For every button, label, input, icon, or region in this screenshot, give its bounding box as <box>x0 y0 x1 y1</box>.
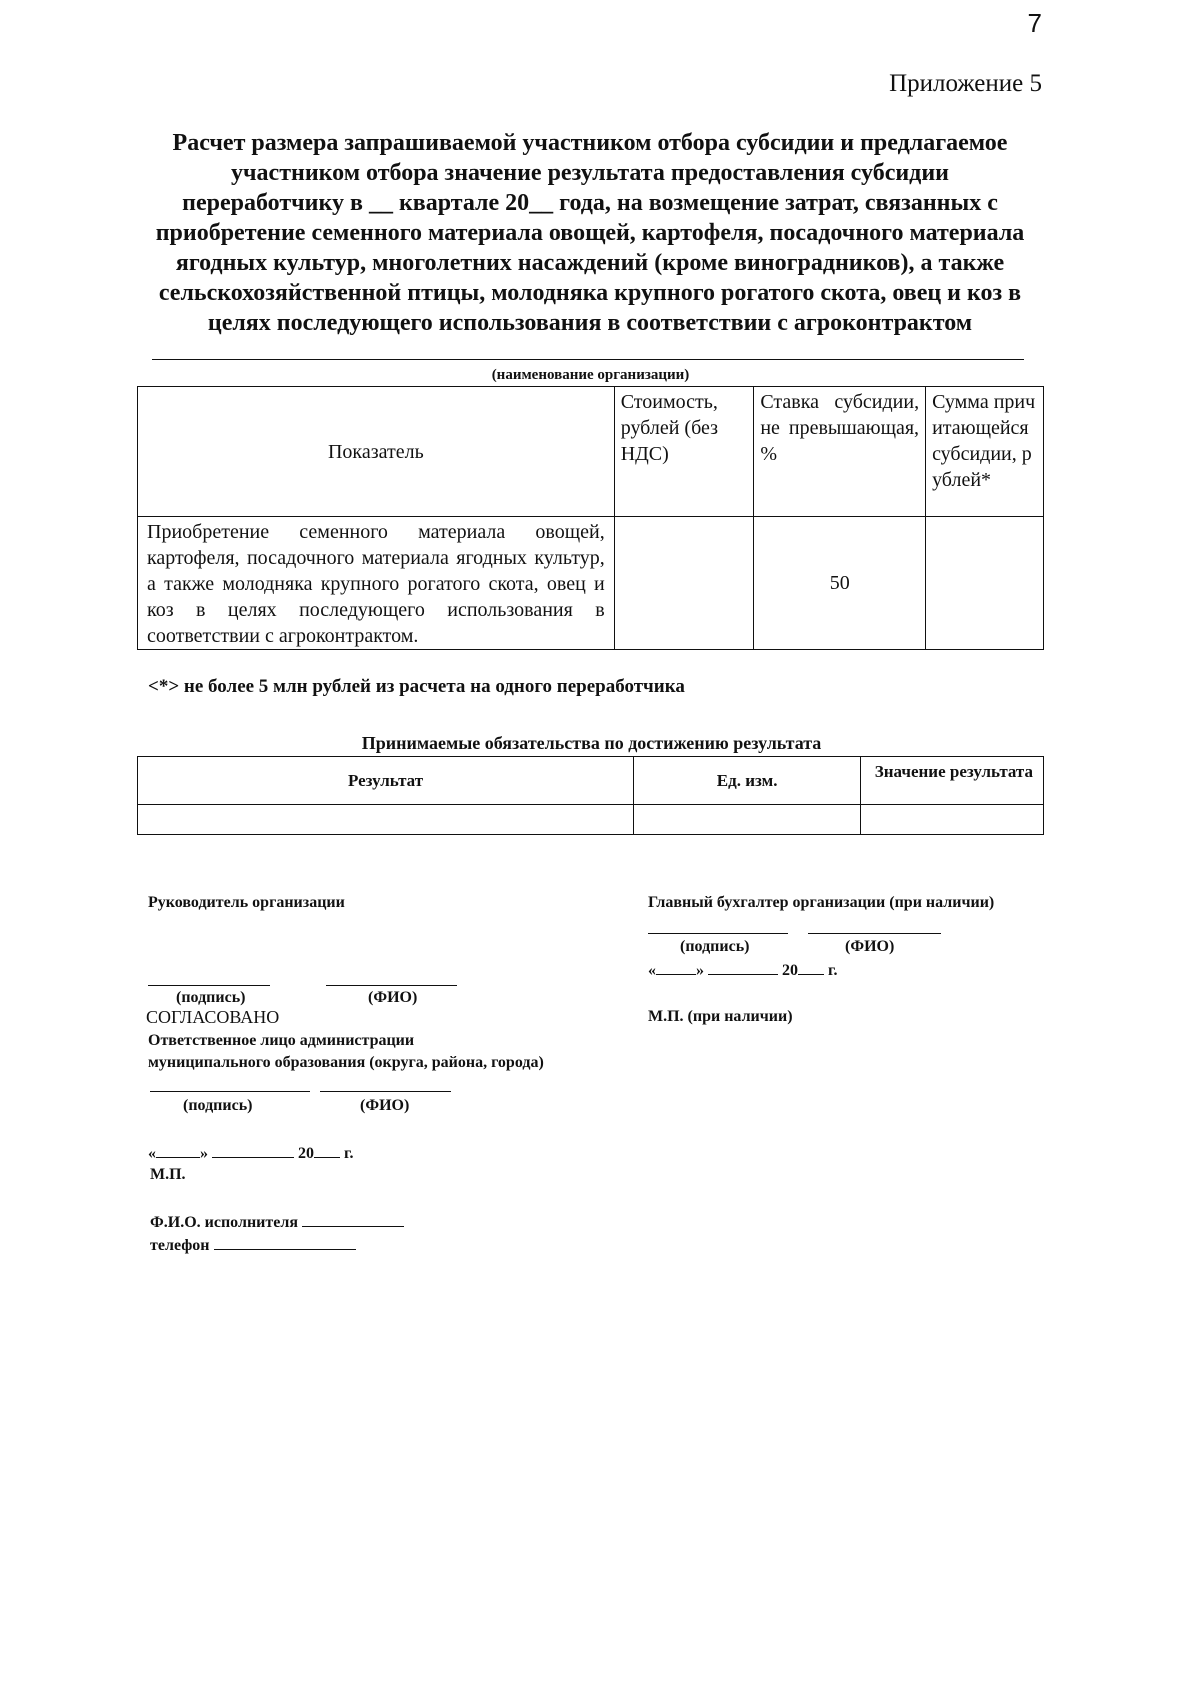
responsible-signature-line[interactable] <box>150 1091 310 1092</box>
title-line: сельскохозяйственной птицы, молодняка крупного рогатого скота, овец и коз в <box>158 280 1022 306</box>
chief-accountant-signature-line[interactable] <box>648 933 788 934</box>
title-line: целях последующего использования в соответствии с агроконтрактом <box>207 310 973 336</box>
responsible-date[interactable] <box>148 1143 353 1163</box>
page-number: 7 <box>1027 8 1042 38</box>
responsible-fio-caption: (ФИО) <box>360 1097 410 1114</box>
title-line: участником отбора значение результата предоставления субсидии <box>231 160 949 186</box>
row-sum-cell[interactable] <box>926 517 1044 650</box>
row-cost-cell[interactable] <box>614 517 754 650</box>
quote-close: » <box>200 1145 208 1162</box>
day-blank[interactable] <box>656 960 696 975</box>
stamp-label: М.П. <box>150 1166 186 1183</box>
row-indicator: Приобретение семенного материала овощей, картофеля, посадочного материала ягодных культур, а также молодняка крупного рогатого скота, овец и коз в целях последующего использования в соответствии с агроконтрактом. <box>138 517 615 650</box>
quote-close: » <box>696 962 704 979</box>
stamp-optional-label: М.П. (при наличии) <box>648 1008 793 1025</box>
table-row <box>138 517 1044 650</box>
obligations-table <box>137 756 1044 835</box>
table-header-row <box>138 757 1044 805</box>
executor-label: Ф.И.О. исполнителя <box>150 1214 298 1231</box>
head-fio-caption: (ФИО) <box>368 989 418 1006</box>
header-value: Значение результата <box>861 757 1044 805</box>
row-rate-cell: 50 <box>754 517 926 650</box>
head-signature-caption: (подпись) <box>176 989 246 1006</box>
header-rate: Ставка субсидии, не превышающая, % <box>754 387 926 517</box>
title-line: приобретение семенного материала овощей, картофеля, посадочного материала <box>155 220 1025 246</box>
responsible-fio-line[interactable] <box>320 1091 451 1092</box>
header-cost: Стоимость, рублей (без НДС) <box>614 387 754 517</box>
year-prefix: 20 <box>298 1145 314 1162</box>
chief-accountant-label: Главный бухгалтер организации (при наличии) <box>648 894 995 911</box>
phone-label: телефон <box>150 1237 210 1254</box>
table-row <box>138 805 1044 835</box>
table-header-row <box>138 387 1044 517</box>
header-result: Результат <box>138 757 634 805</box>
phone-field[interactable] <box>150 1235 356 1255</box>
document-title <box>100 128 1080 338</box>
month-blank[interactable] <box>212 1143 294 1158</box>
chief-accountant-fio-line[interactable] <box>808 933 941 934</box>
quote-open: « <box>648 962 656 979</box>
agreed-label: СОГЛАСОВАНО <box>146 1007 280 1027</box>
header-indicator: Показатель <box>138 387 615 517</box>
value-cell[interactable] <box>861 805 1044 835</box>
quote-open: « <box>148 1145 156 1162</box>
phone-blank[interactable] <box>214 1235 356 1250</box>
organization-name-caption: (наименование организации) <box>491 367 690 383</box>
title-line: ягодных культур, многолетних насаждений (кроме виноградников), а также <box>175 250 1005 276</box>
year-prefix: 20 <box>782 962 798 979</box>
responsible-line-1: Ответственное лицо администрации <box>148 1032 415 1049</box>
head-fio-line[interactable] <box>326 985 457 986</box>
head-signature-line[interactable] <box>148 985 270 986</box>
day-blank[interactable] <box>156 1143 200 1158</box>
result-cell[interactable] <box>138 805 634 835</box>
year-suffix: г. <box>828 962 838 979</box>
chief-accountant-fio-caption: (ФИО) <box>845 938 895 955</box>
header-sum: Сумма причитающейся субсидии, рублей* <box>926 387 1044 517</box>
month-blank[interactable] <box>708 960 778 975</box>
appendix-label: Приложение 5 <box>889 70 1042 97</box>
head-label: Руководитель организации <box>148 894 345 911</box>
executor-field[interactable] <box>150 1212 404 1232</box>
executor-blank[interactable] <box>302 1212 404 1227</box>
footnote: <*> не более 5 млн рублей из расчета на одного переработчика <box>148 676 685 697</box>
year-blank[interactable] <box>314 1143 340 1158</box>
title-line: переработчику в __ квартале 20__ года, на возмещение затрат, связанных с <box>182 190 998 216</box>
obligations-caption: Принимаемые обязательства по достижению результата <box>361 733 822 753</box>
organization-name-line[interactable] <box>152 359 1024 360</box>
chief-accountant-date[interactable] <box>648 960 837 980</box>
unit-cell[interactable] <box>634 805 861 835</box>
chief-accountant-signature-caption: (подпись) <box>680 938 750 955</box>
year-suffix: г. <box>344 1145 354 1162</box>
year-blank[interactable] <box>798 960 824 975</box>
subsidy-calculation-table <box>137 386 1044 650</box>
header-unit: Ед. изм. <box>634 757 861 805</box>
responsible-signature-caption: (подпись) <box>183 1097 253 1114</box>
responsible-line-2: муниципального образования (округа, района, города) <box>148 1054 544 1071</box>
title-line: Расчет размера запрашиваемой участником отбора субсидии и предлагаемое <box>172 130 1008 156</box>
